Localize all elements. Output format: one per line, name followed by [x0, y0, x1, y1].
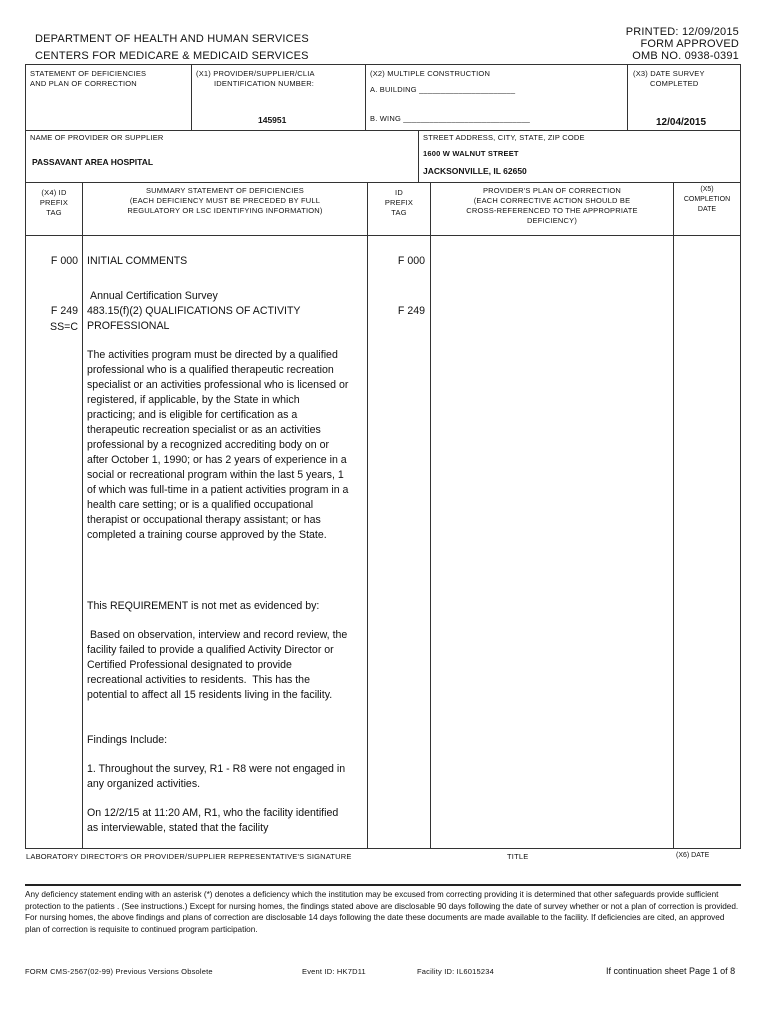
x1-label-2: IDENTIFICATION NUMBER:	[214, 79, 315, 88]
plan-header-2: (EACH CORRECTIVE ACTION SHOULD BE	[473, 196, 631, 205]
x5-header-1: (X5)	[700, 186, 714, 193]
agency-line-1: DEPARTMENT OF HEALTH AND HUMAN SERVICES	[35, 33, 309, 45]
provider-number: 145951	[258, 115, 287, 125]
tag-f000-left: F 000	[50, 255, 78, 267]
provider-label: NAME OF PROVIDER OR SUPPLIER	[30, 133, 164, 142]
sep-x1	[191, 64, 192, 130]
tag-f249-right: F 249	[397, 305, 425, 317]
form-approved: FORM APPROVED	[640, 38, 739, 50]
x4-header-3: TAG	[46, 208, 62, 217]
box-line-3	[25, 182, 741, 183]
regulation-text: The activities program must be directed by a qualified professional who is a qualified therapeutic recreation specialist or an activities professional who is licensed or registered, if applicable, by the State in which practicing; and is eligible for certification as a therapeutic recreation specialist or as an activities professional by a recognized accrediting body on or after October 1, 1990; or has 2 years of experience in a social or recreational program within the last 5 years, 1 of which was full-time in a patient activities program in a health care setting; or is a qualified occupational therapist or occupational therapy assistant; or has completed a training course approved by the State.	[87, 349, 349, 541]
x5-header-2: COMPLETION	[683, 196, 731, 203]
box-top-line	[25, 64, 741, 65]
statement-label-1: STATEMENT OF DEFICIENCIES	[30, 69, 147, 78]
summary-header-1: SUMMARY STATEMENT OF DEFICIENCIES	[145, 186, 304, 195]
x3-label-1: (X3) DATE SURVEY	[633, 69, 705, 78]
x5-header-3: DATE	[697, 206, 717, 213]
sep-address	[418, 130, 419, 182]
finding-1: 1. Throughout the survey, R1 - R8 were not engaged in any organized activities.	[87, 763, 346, 790]
address-line-2: JACKSONVILLE, IL 62650	[423, 166, 527, 176]
box-left-edge	[25, 64, 26, 848]
summary-header-3: REGULATORY OR LSC IDENTIFYING INFORMATION)	[127, 206, 323, 215]
tag-f249-left: F 249	[50, 305, 78, 317]
col-sep-2	[367, 182, 368, 848]
findings-heading: Findings Include:	[87, 734, 168, 746]
page-number: If continuation sheet Page 1 of 8	[606, 966, 736, 976]
requirement-not-met: This REQUIREMENT is not met as evidenced by:	[87, 600, 320, 612]
annual-survey-note: Annual Certification Survey	[90, 290, 218, 302]
scope-severity: SS=C	[50, 321, 78, 333]
signature-bottom-line	[25, 884, 741, 886]
initial-comments-title: INITIAL COMMENTS	[87, 255, 188, 267]
wing-label: B. WING _____________________________	[370, 114, 531, 123]
id-header-3: TAG	[391, 208, 407, 217]
printed-date: PRINTED: 12/09/2015	[625, 26, 739, 38]
title-label: TITLE	[507, 852, 529, 861]
provider-name: PASSAVANT AREA HOSPITAL	[32, 157, 154, 167]
x2-label: (X2) MULTIPLE CONSTRUCTION	[370, 69, 491, 78]
address-label: STREET ADDRESS, CITY, STATE, ZIP CODE	[423, 133, 585, 142]
box-line-2	[25, 130, 741, 131]
signature-label: LABORATORY DIRECTOR'S OR PROVIDER/SUPPLIER REPRESENTATIVE'S SIGNATURE	[26, 852, 352, 861]
survey-completed-date: 12/04/2015	[656, 117, 707, 128]
f249-title-2: PROFESSIONAL	[87, 320, 170, 332]
f249-title-1: 483.15(f)(2) QUALIFICATIONS OF ACTIVITY	[87, 305, 301, 317]
facility-id: Facility ID: IL6015234	[417, 967, 494, 976]
plan-header-4: DEFICIENCY)	[526, 216, 578, 225]
box-line-4	[25, 235, 741, 236]
x4-header-2: PREFIX	[39, 198, 69, 207]
col-sep-3	[430, 182, 431, 848]
plan-header-1: PROVIDER'S PLAN OF CORRECTION	[482, 186, 622, 195]
statement-label-2: AND PLAN OF CORRECTION	[30, 79, 137, 88]
tag-f000-right: F 000	[397, 255, 425, 267]
plan-header-3: CROSS-REFERENCED TO THE APPROPRIATE	[466, 206, 638, 215]
address-line-1: 1600 W WALNUT STREET	[423, 149, 519, 158]
box-right-edge	[740, 64, 741, 848]
id-header-1: ID	[395, 188, 403, 197]
building-label: A. BUILDING ______________________	[370, 85, 516, 94]
x3-label-2: COMPLETED	[650, 79, 699, 88]
sep-x2	[365, 64, 366, 130]
signature-date-label: (X6) DATE	[676, 852, 710, 859]
omb-number: OMB NO. 0938-0391	[632, 50, 739, 62]
box-bottom-line	[25, 848, 741, 849]
agency-line-2: CENTERS FOR MEDICARE & MEDICAID SERVICES	[35, 50, 309, 62]
summary-header-2: (EACH DEFICIENCY MUST BE PRECEDED BY FULL	[129, 196, 321, 205]
form-id: FORM CMS-2567(02-99) Previous Versions Obsolete	[25, 967, 213, 976]
x1-label-1: (X1) PROVIDER/SUPPLIER/CLIA	[196, 69, 315, 78]
deficiency-basis: Based on observation, interview and record review, the facility failed to provide a qualified Activity Director or Certified Professional designated to provide recreational activities to residents. This has the potential to affect all 15 residents living in the facility.	[87, 629, 351, 701]
finding-2: On 12/2/15 at 11:20 AM, R1, who the facility identified as interviewable, stated that the facility	[87, 807, 339, 834]
col-sep-1	[82, 182, 83, 848]
x4-header-1: (X4) ID	[41, 188, 67, 197]
event-id: Event ID: HK7D11	[302, 967, 366, 976]
sep-x3	[627, 64, 628, 130]
col-sep-4	[673, 182, 674, 848]
id-header-2: PREFIX	[384, 198, 414, 207]
disclaimer-text: Any deficiency statement ending with an asterisk (*) denotes a deficiency which the institution may be excused from correcting providing it is determined that other safeguards provide sufficient protection to the patients . (See instructions.) Except for nursing homes, the findings stated above are disclosable 90 days following the date of survey whether or not a plan of correction is provided. For nursing homes, the above findings and plans of correction are disclosable 14 days following the date these documents are made available to the facility. If deficiencies are cited, an approved plan of correction is requisite to continued program participation.	[25, 890, 739, 934]
